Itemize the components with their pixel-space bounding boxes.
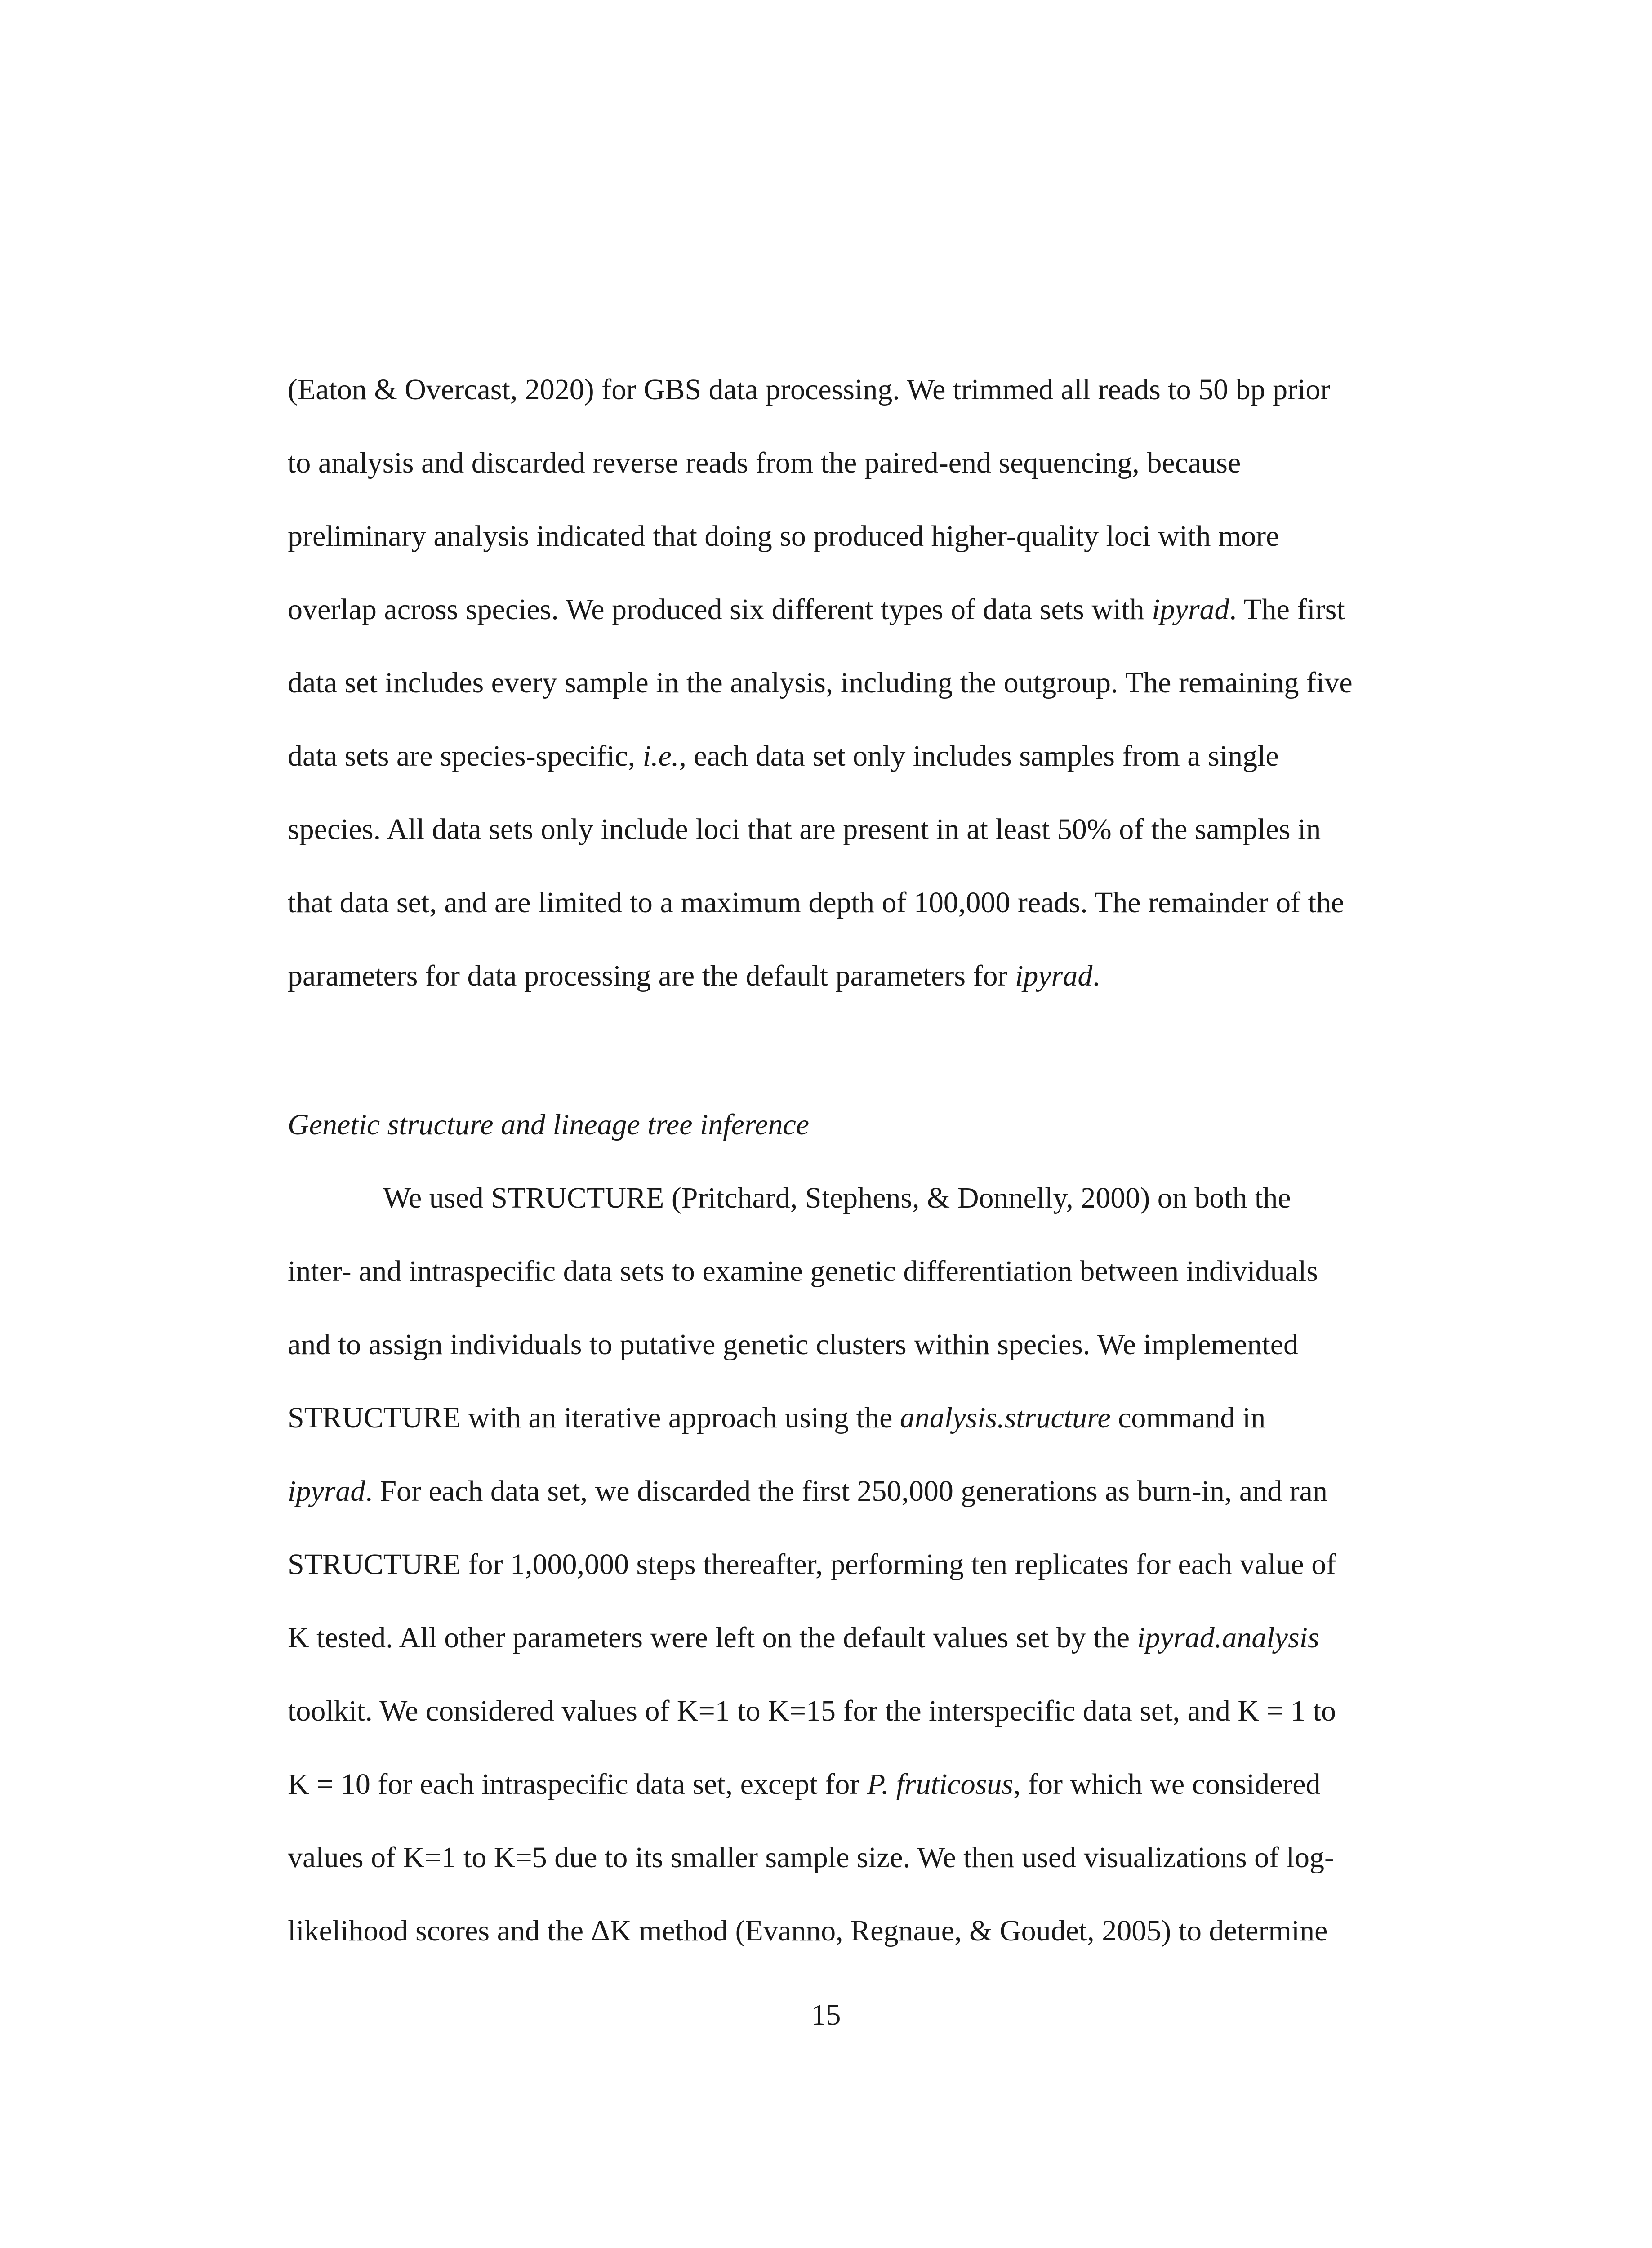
text-line: toolkit. We considered values of K=1 to K=15 for the interspecific data set, and K = 1 to <box>288 1695 1336 1727</box>
species-name: P. fruticosus <box>867 1768 1013 1801</box>
text-line: inter- and intraspecific data sets to examine genetic differentiation between individuals <box>288 1255 1318 1288</box>
text-line: data sets are species-specific, i.e., each data set only includes samples from a single <box>288 740 1279 772</box>
section-heading: Genetic structure and lineage tree inference <box>288 1108 810 1141</box>
text-line: parameters for data processing are the default parameters for ipyrad. <box>288 959 1100 992</box>
text-line: K = 10 for each intraspecific data set, except for P. fruticosus, for which we considered <box>288 1768 1321 1801</box>
text-line: ipyrad. For each data set, we discarded the first 250,000 generations as burn-in, and ran <box>288 1475 1327 1508</box>
software-name: ipyrad <box>288 1475 365 1508</box>
text-line: We used STRUCTURE (Pritchard, Stephens, & Donnelly, 2000) on both the <box>383 1182 1291 1214</box>
page-number: 15 <box>811 1998 841 2031</box>
latin-abbreviation: i.e. <box>642 740 679 772</box>
command-name: analysis.structure <box>899 1401 1111 1434</box>
paragraph-1 <box>288 353 1438 1012</box>
text-line: to analysis and discarded reverse reads from the paired-end sequencing, because <box>288 446 1241 479</box>
text-line: K tested. All other parameters were left on the default values set by the ipyrad.analysis <box>288 1621 1319 1654</box>
software-name: ipyrad <box>1015 959 1093 992</box>
text-line: data set includes every sample in the analysis, including the outgroup. The remaining five <box>288 666 1353 699</box>
software-name: ipyrad <box>1152 593 1229 626</box>
text-line: that data set, and are limited to a maximum depth of 100,000 reads. The remainder of the <box>288 886 1345 919</box>
text-line: overlap across species. We produced six different types of data sets with ipyrad. The first <box>288 593 1345 626</box>
text-line: and to assign individuals to putative genetic clusters within species. We implemented <box>288 1328 1298 1361</box>
text-line: species. All data sets only include loci that are present in at least 50% of the samples in <box>288 813 1321 846</box>
text-line: (Eaton & Overcast, 2020) for GBS data processing. We trimmed all reads to 50 bp prior <box>288 373 1331 406</box>
software-name: ipyrad.analysis <box>1137 1621 1319 1654</box>
text-line: STRUCTURE for 1,000,000 steps thereafter, performing ten replicates for each value of <box>288 1548 1336 1581</box>
text-line: likelihood scores and the ΔK method (Evanno, Regnaue, & Goudet, 2005) to determine <box>288 1914 1328 1947</box>
text-line: preliminary analysis indicated that doing so produced higher-quality loci with more <box>288 520 1279 553</box>
paragraph-2 <box>288 1161 1438 1967</box>
text-line: STRUCTURE with an iterative approach using the analysis.structure command in <box>288 1401 1266 1434</box>
text-line: values of K=1 to K=5 due to its smaller sample size. We then used visualizations of log- <box>288 1841 1334 1874</box>
